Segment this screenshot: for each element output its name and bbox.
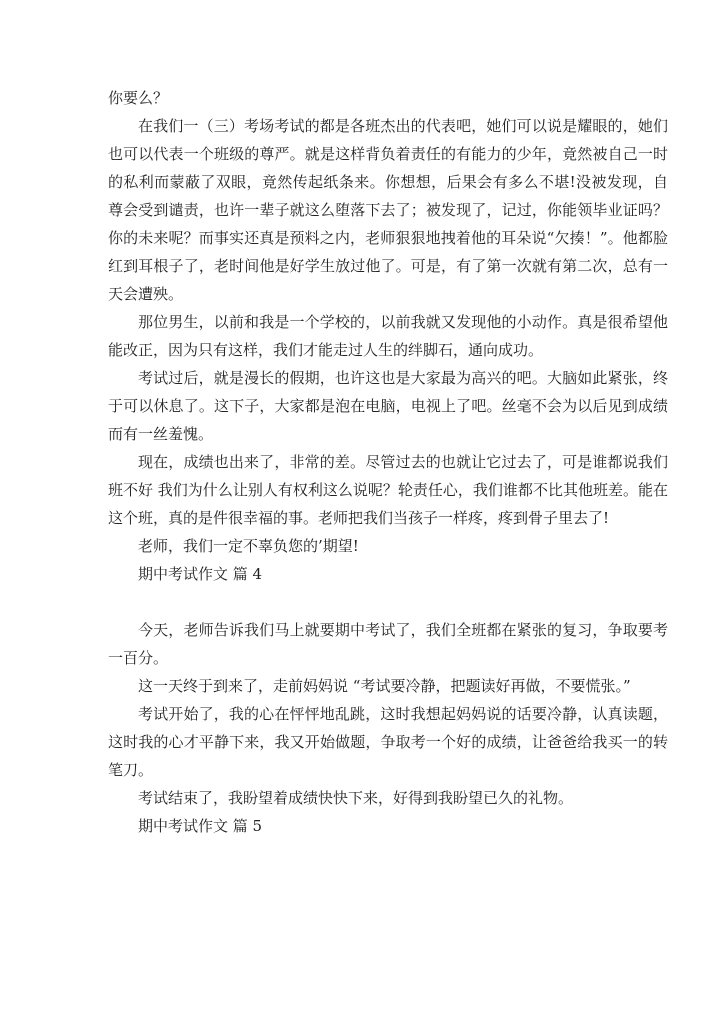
- paragraph: 那位男生，以前和我是一个学校的，以前我就又发现他的小动作。真是很希望他能改正，因为只有这样，我们才能走过人生的绊脚石，通向成功。: [108, 313, 668, 359]
- document-body: [108, 84, 668, 840]
- paragraph: 老师，我们一定不辜负您的’期望!: [138, 537, 359, 555]
- paragraph-continuation: 你要么？: [108, 89, 169, 107]
- paragraph: 在我们一（三）考场考试的都是各班杰出的代表吧，她们可以说是耀眼的，她们也可以代表一个班级的尊严。就是这样背负着责任的有能力的少年，竟然被自己一时的私利而蒙蔽了双眼，竟然传起纸条来。你想想，后果会有多么不堪!没被发现，自尊会受到谴责，也许一辈子就这么堕落下去了；被发现了，记过，你能领毕业证吗？你的未来呢？而事实还真是预料之内，老师狠狠地拽着他的耳朵说“欠揍！”。他都脸红到耳根子了，老时间他是好学生放过他了。可是，有了第一次就有第二次，总有一天会遭殃。: [108, 117, 668, 303]
- blank-line: [108, 588, 668, 616]
- paragraph: 考试过后，就是漫长的假期，也许这也是大家最为高兴的吧。大脑如此紧张，终于可以休息了。这下子，大家都是泡在电脑，电视上了吧。丝毫不会为以后见到成绩而有一丝羞愧。: [108, 369, 668, 443]
- section-heading-4: 期中考试作文 篇 4: [138, 565, 263, 583]
- paragraph: 现在，成绩也出来了，非常的差。尽管过去的也就让它过去了，可是谁都说我们班不好 我们为什么让别人有权利这么说呢？轮责任心，我们谁都不比其他班差。能在这个班，真的是件很幸福的事。老师把我们当孩子一样疼，疼到骨子里去了!: [108, 453, 668, 527]
- paragraph: 考试结束了，我盼望着成绩快快下来，好得到我盼望已久的礼物。: [138, 789, 574, 807]
- paragraph: 这一天终于到来了，走前妈妈说 “考试要冷静，把题读好再做，不要慌张。”: [138, 677, 631, 695]
- section-heading-5: 期中考试作文 篇 5: [138, 817, 263, 835]
- paragraph: 今天，老师告诉我们马上就要期中考试了，我们全班都在紧张的复习，争取要考一百分。: [108, 621, 668, 667]
- paragraph: 考试开始了，我的心在怦怦地乱跳，这时我想起妈妈说的话要冷静，认真读题，这时我的心才平静下来，我又开始做题，争取考一个好的成绩，让爸爸给我买一的转笔刀。: [108, 705, 668, 779]
